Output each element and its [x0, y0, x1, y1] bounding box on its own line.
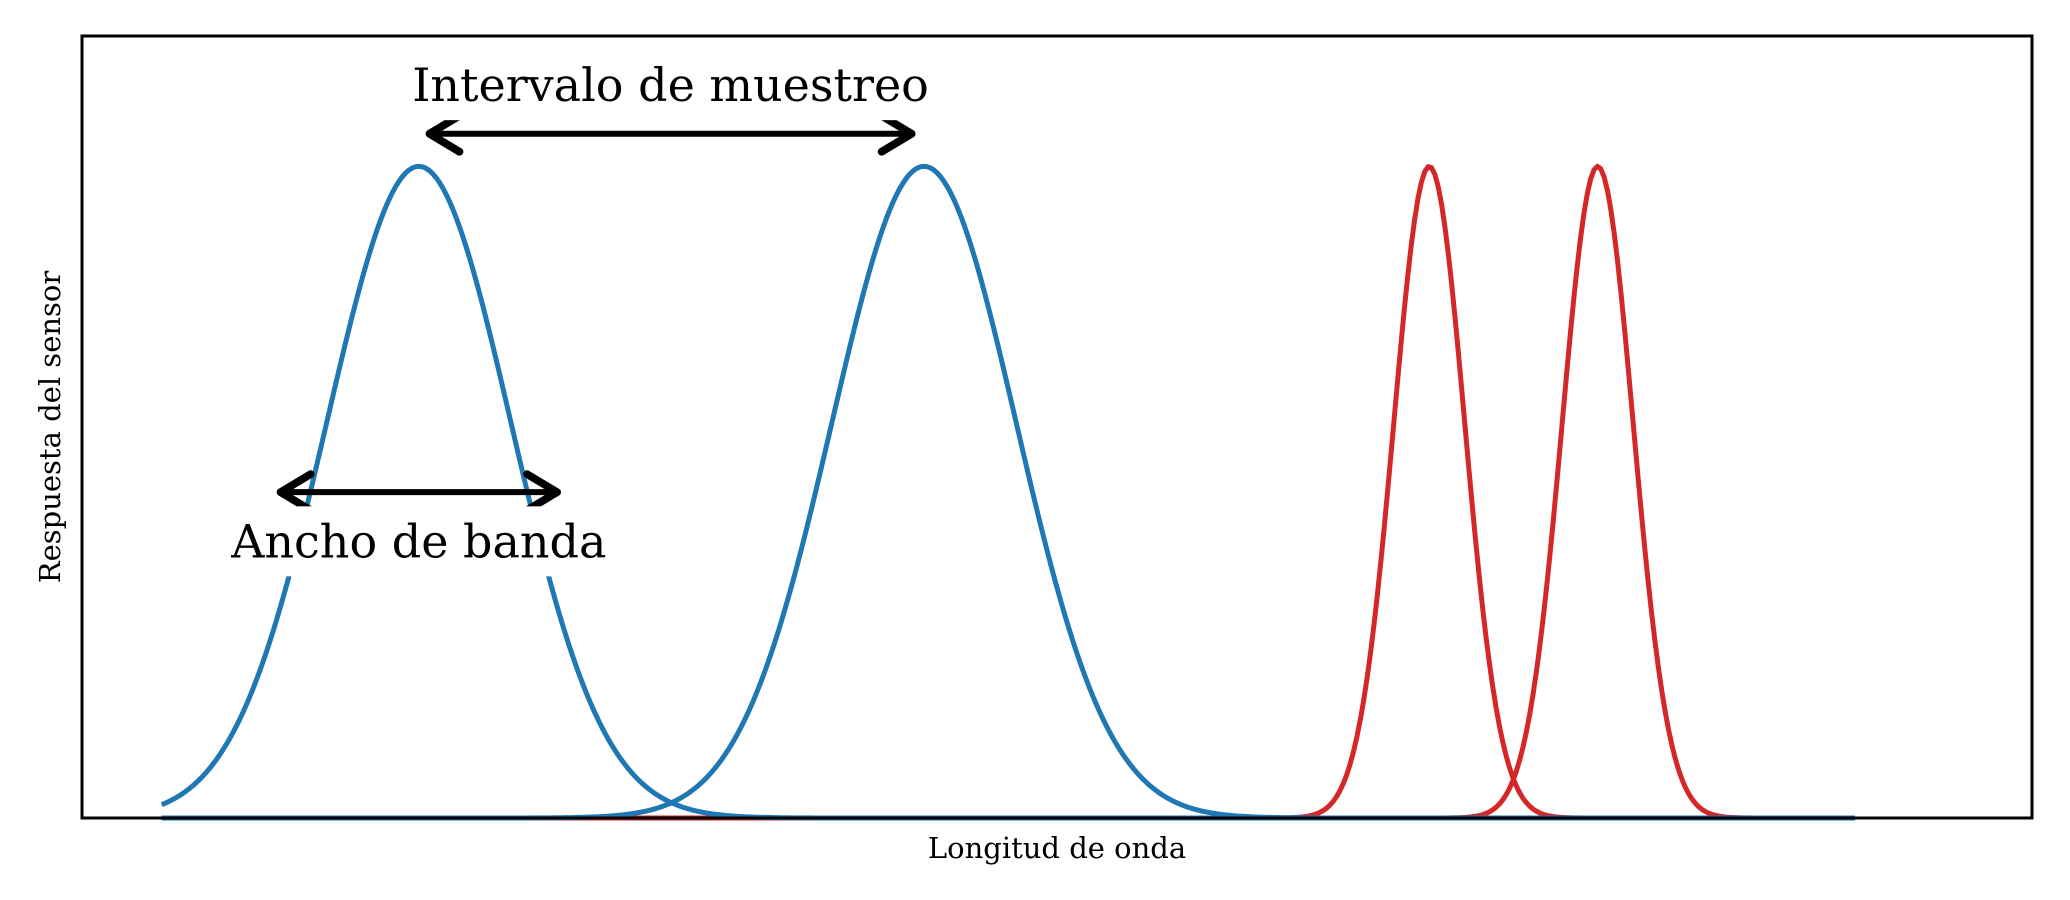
- annotation-label-1: Intervalo de muestreo: [412, 58, 929, 113]
- y-axis-label: Respuesta del sensor: [33, 270, 67, 584]
- x-axis-label: Longitud de onda: [927, 831, 1187, 865]
- annotation-label-2: Ancho de banda: [231, 514, 607, 569]
